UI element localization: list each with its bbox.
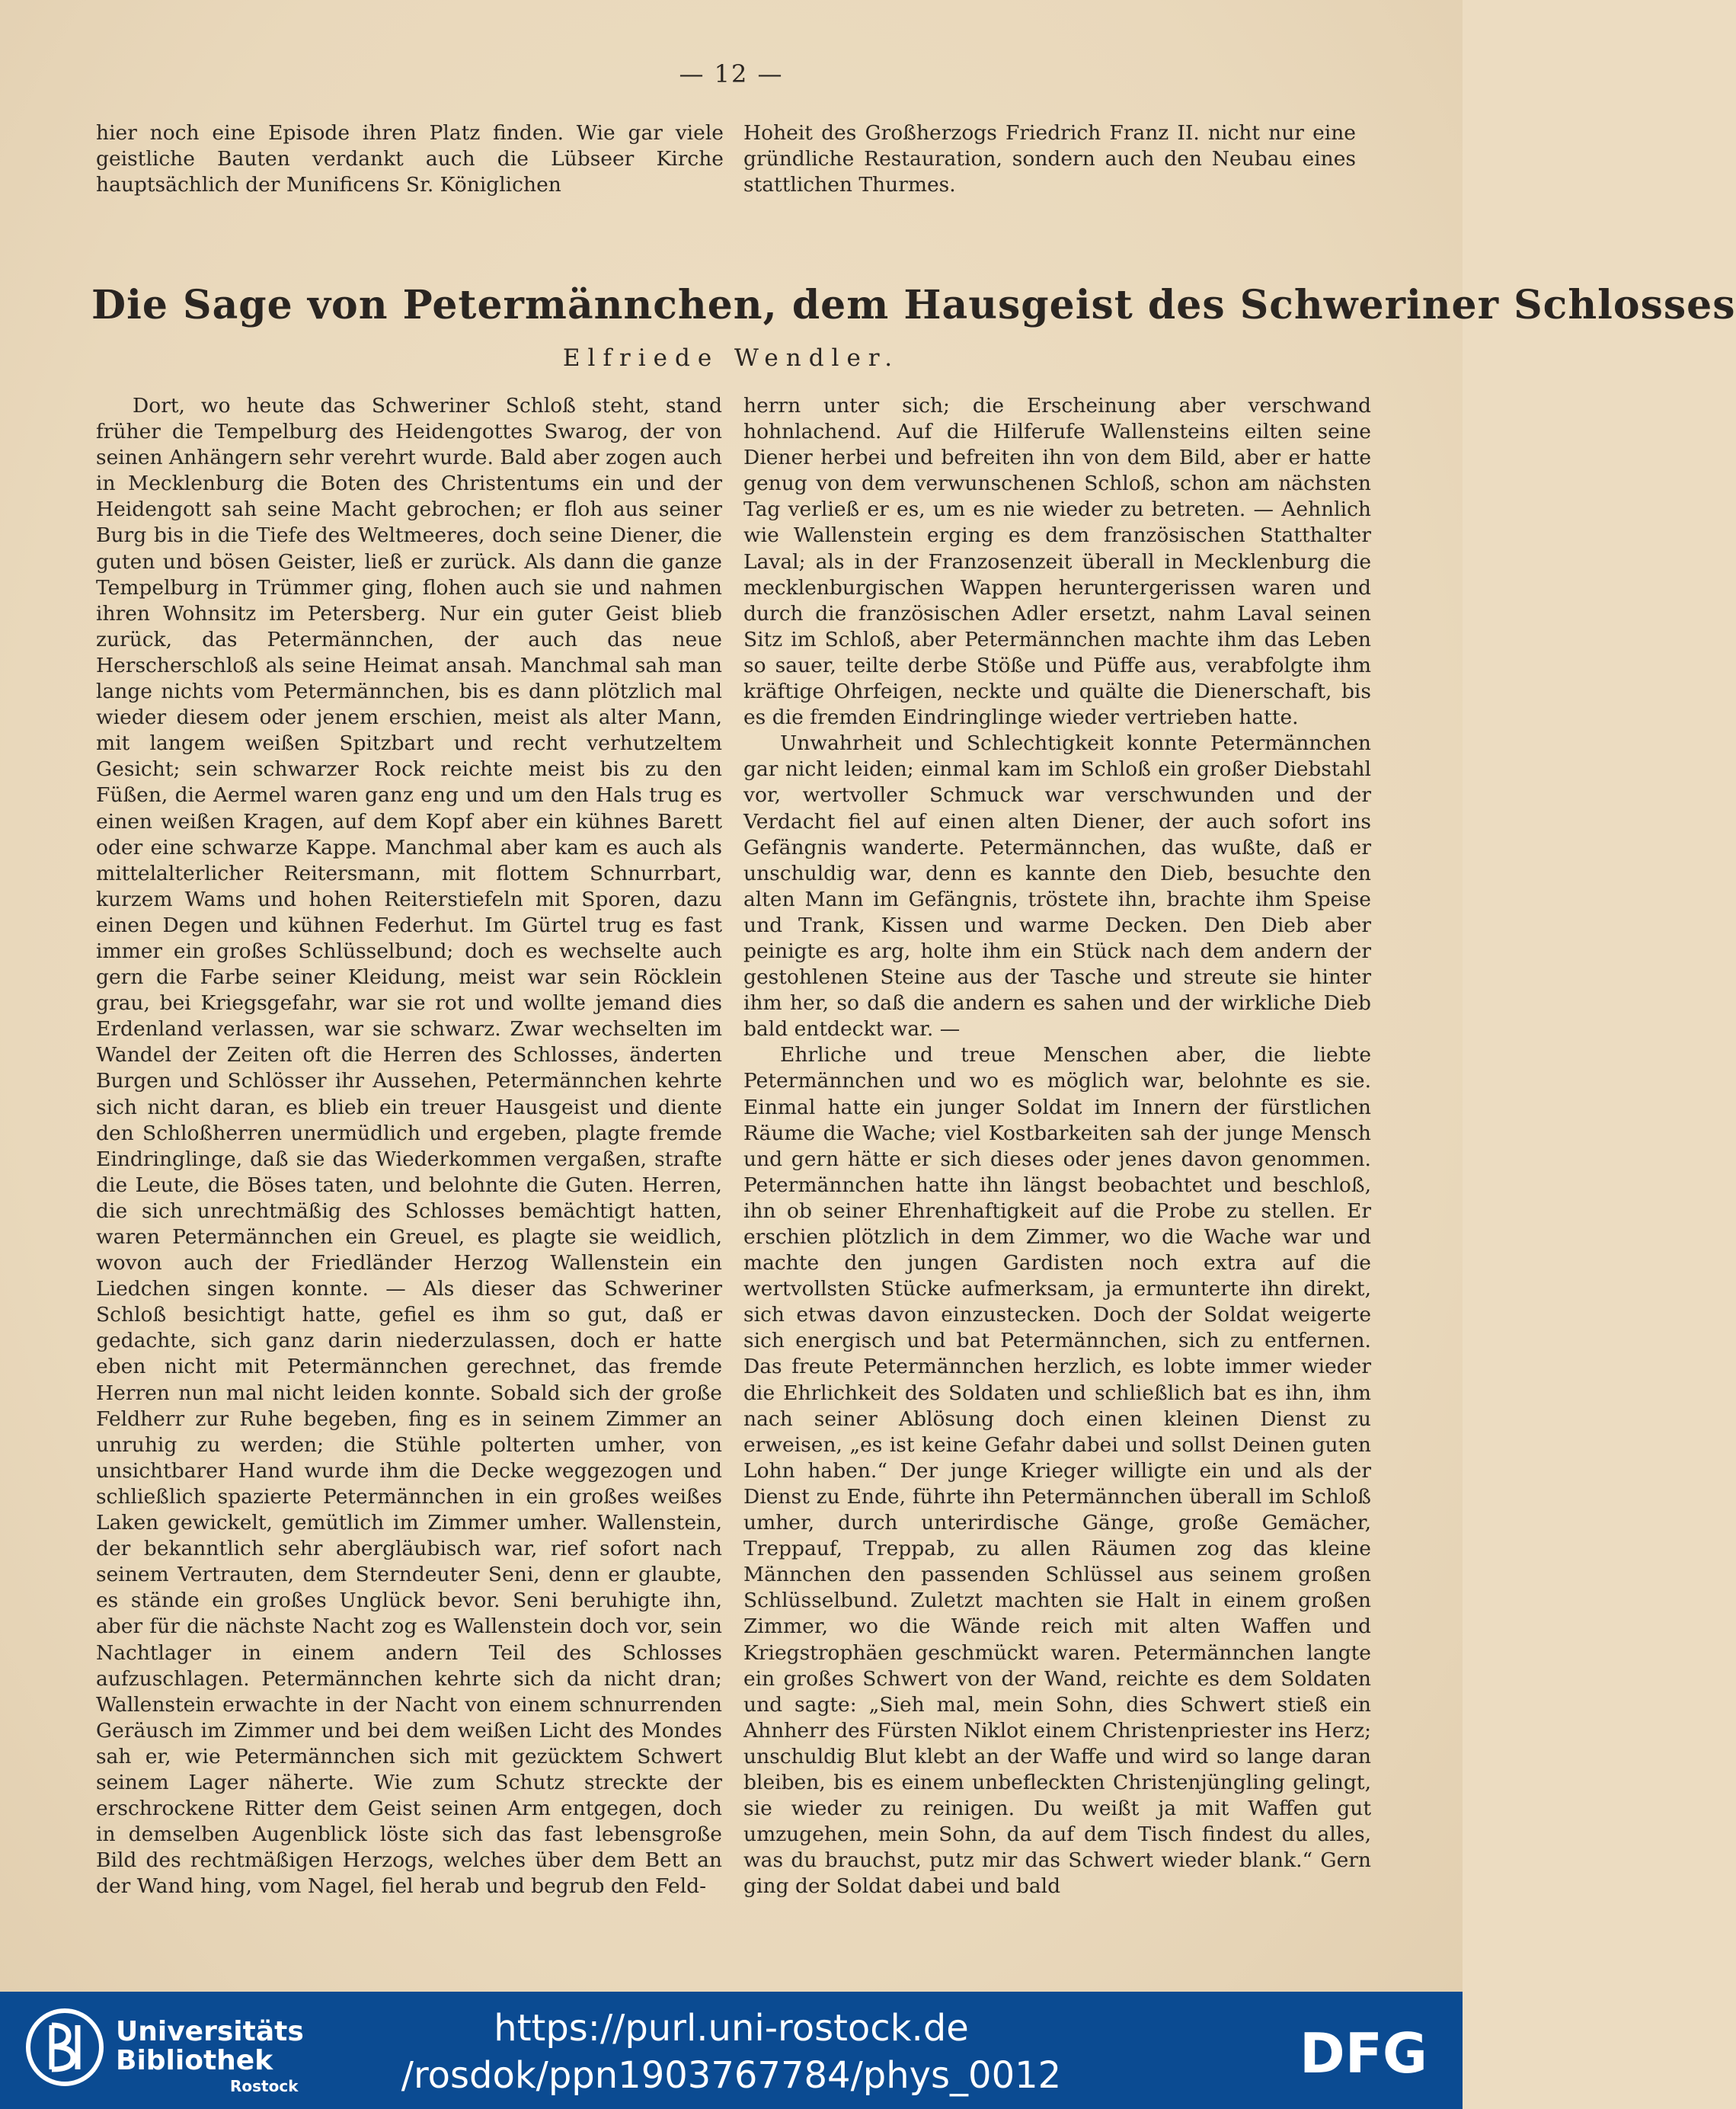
- library-city: Rostock: [230, 2077, 299, 2095]
- intro-right-paragraph: Hoheit des Großherzogs Friedrich Franz II. nicht nur eine gründliche Restauration, sondern auch den Neubau eines stattlichen Thurmes.: [743, 121, 1356, 197]
- body-paragraph: herrn unter sich; die Erscheinung aber verschwand hohnlachend. Auf die Hilferufe Wallensteins eilten seine Diener herbei und befreiten ihn von dem Bild, aber er hatte genug von dem verwunschenen Schloß, schon am nächsten Tag verließ er es, um es nie wieder zu betreten. — Aehnlich wie Wallenstein erging es dem französischen Statthalter Laval; als in der Franzosenzeit überall in Mecklenburg die mecklenburgischen Wappen heruntergerissen waren und durch die französischen Adler ersetzt, nahm Laval seinen Sitz im Schloß, aber Petermännchen machte ihm das Leben so sauer, teilte derbe Stöße und Püffe aus, verabfolgte ihm kräftige Ohrfeigen, neckte und quälte die Dienerschaft, bis es die fremden Eindringlinge wieder vertrieben hatte.: [743, 394, 1371, 730]
- body-paragraph: Ehrliche und treue Menschen aber, die liebte Petermännchen und wo es möglich war, belohnte es sie. Einmal hatte ein junger Soldat im Innern der fürstlichen Räume die Wache; viel Kostbarkeiten sah der junge Mensch und gern hätte er sich dieses oder jenes davon genommen. Petermännchen hatte ihn längst beobachtet und beschloß, ihn ob seiner Ehrenhaftigkeit auf die Probe zu stellen. Er erschien plötzlich in dem Zimmer, wo die Wache war und machte den jungen Gardisten noch extra auf die wertvollsten Stücke aufmerksam, ja ermunterte ihn direkt, sich etwas davon einzustecken. Doch der Soldat weigerte sich energisch und bat Petermännchen, sich zu entfernen. Das freute Petermännchen herzlich, es lobte immer wieder die Ehrlichkeit des Soldaten und schließlich bat es ihn, ihm nach seiner Ablösung doch einen kleinen Dienst zu erweisen, „es ist keine Gefahr dabei und sollst Deinen guten Lohn haben.“ Der junge Krieger willigte ein und als der Dienst zu Ende, führte ihn Petermännchen überall im Schloß umher, durch unterirdische Gänge, große Gemächer, Treppauf, Treppab, zu allen Räumen zog das kleine Männchen den passenden Schlüssel aus seinem großen Schlüsselbund. Zuletzt machten sie Halt in einem großen Zimmer, wo die Wände reich mit alten Waffen und Kriegstrophäen geschmückt waren. Petermännchen langte ein großes Schwert von der Wand, reichte es dem Soldaten und sagte: „Sieh mal, mein Sohn, dies Schwert stieß ein Ahnherr des Fürsten Niklot einem Christenpriester ins Herz; unschuldig Blut klebt an der Waffe und wird so lange daran bleiben, bis es einem unbefleckten Christenjüngling gelingt, sie wieder zu reinigen. Du weißt ja mit Waffen gut umzugehen, mein Sohn, da auf dem Tisch findest du alles, was du brauchst, putz mir das Schwert wieder blank.“ Gern ging der Soldat dabei und bald: [743, 1043, 1371, 1899]
- body-paragraph: Dort, wo heute das Schweriner Schloß steht, stand früher die Tempelburg des Heidengottes Swarog, der von seinen Anhängern sehr verehrt wurde. Bald aber zogen auch in Mecklenburg die Boten des Christentums ein und der Heidengott sah seine Macht gebrochen; er floh aus seiner Burg bis in die Tiefe des Weltmeeres, doch seine Diener, die guten und bösen Geister, ließ er zurück. Als dann die ganze Tempelburg in Trümmer ging, flohen auch sie und nahmen ihren Wohnsitz im Petersberg. Nur ein guter Geist blieb zurück, das Petermännchen, der auch das neue Herscherschloß als seine Heimat ansah. Manchmal sah man lange nichts vom Petermännchen, bis es dann plötzlich mal wieder diesem oder jenem erschien, meist als alter Mann, mit langem weißen Spitzbart und recht verhutzeltem Gesicht; sein schwarzer Rock reichte meist bis zu den Füßen, die Aermel waren ganz eng und um den Hals trug es einen weißen Kragen, auf dem Kopf aber ein kühnes Barett oder eine schwarze Kappe. Manchmal aber kam es auch als mittelalterlicher Reitersmann, mit flottem Schnurrbart, kurzem Wams und hohen Reiterstiefeln mit Sporen, dazu einen Degen und kühnen Federhut. Im Gürtel trug es fast immer ein großes Schlüsselbund; doch es wechselte auch gern die Farbe seiner Kleidung, meist war sein Röcklein grau, bei Kriegsgefahr, war sie rot und wollte jemand dies Erdenland verlassen, war sie schwarz. Zwar wechselten im Wandel der Zeiten oft die Herren des Schlosses, änderten Burgen und Schlösser ihr Aussehen, Petermännchen kehrte sich nicht daran, es blieb ein treuer Hausgeist und diente den Schloßherren unermüdlich und ergeben, plagte fremde Eindringlinge, daß sie das Wiederkommen vergaßen, strafte die Leute, die Böses taten, und belohnte die Guten. Herren, die sich unrechtmäßig des Schlosses bemächtigt hatten, waren Petermännchen ein Greuel, es plagte sie weidlich, wovon auch der Friedländer Herzog Wallenstein ein Liedchen singen konnte. — Als dieser das Schweriner Schloß besichtigt hatte, gefiel es ihm so gut, daß er gedachte, sich ganz darin niederzulassen, doch er hatte eben nicht mit Petermännchen gerechnet, das fremde Herren nun mal nicht leiden konnte. Sobald sich der große Feldherr zur Ruhe begeben, fing es in seinem Zimmer an unruhig zu werden; die Stühle polterten umher, von unsichtbarer Hand wurde ihm die Decke weggezogen und schließlich spazierte Petermännchen in ein großes weißes Laken gewickelt, gemütlich im Zimmer umher. Wallenstein, der bekanntlich sehr abergläubisch war, rief sofort nach seinem Vertrauten, dem Sterndeuter Seni, denn er glaubte, es stände ein großes Unglück bevor. Seni beruhigte ihn, aber für die nächste Nacht zog es Wallenstein doch vor, sein Nachtlager in einem andern Teil des Schlosses aufzuschlagen. Petermännchen kehrte sich da nicht dran; Wallenstein erwachte in der Nacht von einem schnurrenden Geräusch im Zimmer und bei dem weißen Licht des Mondes sah er, wie Petermännchen sich mit gezücktem Schwert seinem Lager näherte. Wie zum Schutz streckte der erschrockene Ritter dem Geist seinen Arm entgegen, doch in demselben Augenblick löste sich das fast lebensgroße Bild des rechtmäßigen Herzogs, welches über dem Bett an der Wand hing, vom Nagel, fiel herab und begrub den Feld-: [96, 394, 722, 1899]
- body-left-column: [96, 393, 722, 1899]
- library-name: [116, 2018, 304, 2075]
- article-author: Elfriede Wendler.: [562, 344, 900, 372]
- repository-footer: [0, 1992, 1463, 2109]
- intro-left-paragraph: hier noch eine Episode ihren Platz finden. Wie gar viele geistliche Bauten verdankt auch die Lübseer Kirche hauptsächlich der Munificens Sr. Königlichen: [96, 121, 724, 197]
- permalink-url-line2[interactable]: /rosdok/ppn1903767784/phys_0012: [401, 2054, 1062, 2097]
- page-number: — 12 —: [679, 59, 784, 88]
- library-name-line1: Universitäts: [116, 2016, 304, 2047]
- intro-right-column: [743, 120, 1356, 198]
- article-title: Die Sage von Petermännchen, dem Hausgeist des Schweriner Schlosses: [91, 282, 1736, 328]
- permalink-url-line1[interactable]: https://purl.uni-rostock.de: [494, 2007, 969, 2050]
- university-library-logo-icon: [24, 2007, 105, 2088]
- library-name-line2: Bibliothek: [116, 2045, 273, 2076]
- body-paragraph: Unwahrheit und Schlechtigkeit konnte Petermännchen gar nicht leiden; einmal kam im Schloß ein großer Diebstahl vor, wertvoller Schmuck war verschwunden und der Verdacht fiel auf einen alten Diener, der auch sofort ins Gefängnis wanderte. Petermännchen, das wußte, daß er unschuldig war, denn es kannte den Dieb, besuchte den alten Mann im Gefängnis, tröstete ihn, brachte ihm Speise und Trank, Kissen und warme Decken. Den Dieb aber peinigte es arg, holte ihm ein Stück nach dem andern der gestohlenen Steine aus der Tasche und streute sie hinter ihm her, so daß die andern es sahen und der wirkliche Dieb bald entdeckt war. —: [743, 731, 1371, 1042]
- dfg-logo-icon: [1287, 2021, 1440, 2085]
- body-right-column: [743, 393, 1371, 1899]
- intro-left-column: [96, 120, 724, 198]
- dfg-logo-text: DFG: [1299, 2021, 1428, 2085]
